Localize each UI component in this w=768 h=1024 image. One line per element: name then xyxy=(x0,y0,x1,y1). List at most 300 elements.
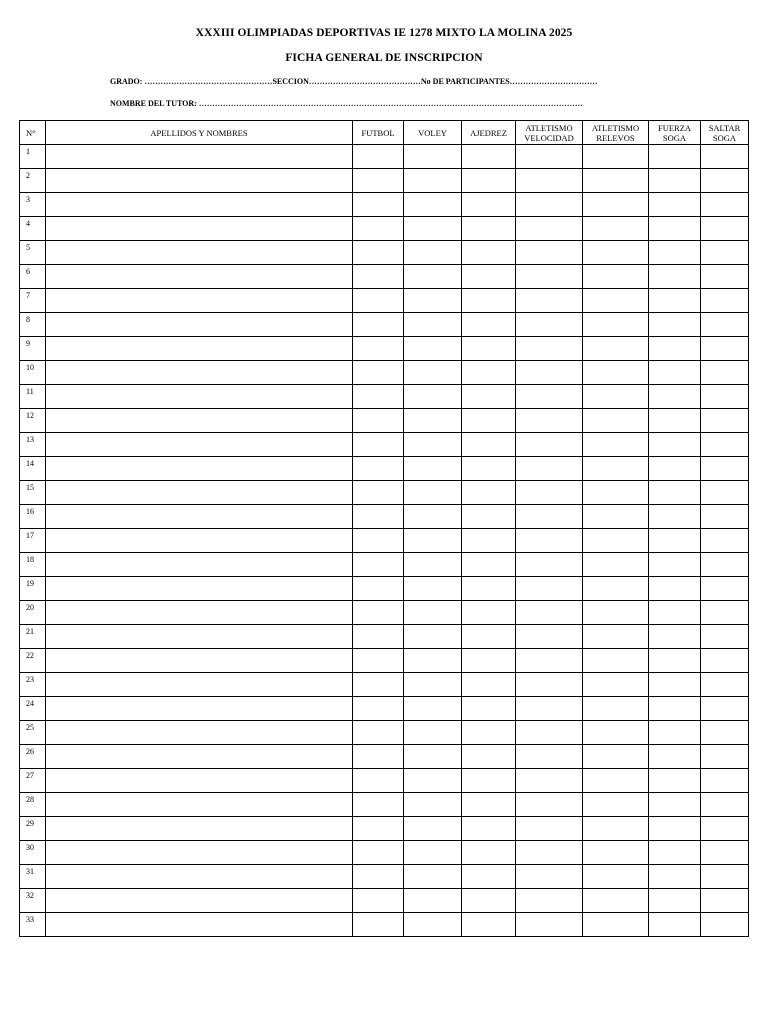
cell-futbol xyxy=(353,433,404,457)
cell-futbol xyxy=(353,553,404,577)
cell-futbol xyxy=(353,193,404,217)
row-number: 15 xyxy=(20,481,46,505)
cell-ajedrez xyxy=(462,601,516,625)
header-atletismo-relevos xyxy=(583,121,649,145)
header-ajedrez: AJEDREZ xyxy=(462,121,516,145)
row-number: 32 xyxy=(20,889,46,913)
table-row xyxy=(20,841,749,865)
cell-saltar-soga xyxy=(701,433,749,457)
table-row xyxy=(20,721,749,745)
cell-fuerza-soga xyxy=(649,793,701,817)
cell-ajedrez xyxy=(462,481,516,505)
cell-atletismo-relevos xyxy=(583,505,649,529)
row-number: 9 xyxy=(20,337,46,361)
cell-names xyxy=(46,145,353,169)
table-row xyxy=(20,649,749,673)
row-number: 23 xyxy=(20,673,46,697)
cell-atletismo-relevos xyxy=(583,577,649,601)
cell-atletismo-relevos xyxy=(583,289,649,313)
row-number: 8 xyxy=(20,313,46,337)
header-fuerza-soga-line2: SOGA xyxy=(662,132,687,143)
cell-names xyxy=(46,265,353,289)
cell-names xyxy=(46,529,353,553)
cell-ajedrez xyxy=(462,313,516,337)
table-row xyxy=(20,673,749,697)
cell-atletismo-relevos xyxy=(583,481,649,505)
cell-fuerza-soga xyxy=(649,145,701,169)
table-row xyxy=(20,889,749,913)
cell-names xyxy=(46,913,353,937)
row-number: 24 xyxy=(20,697,46,721)
cell-atletismo-velocidad xyxy=(516,289,583,313)
cell-voley xyxy=(404,289,462,313)
cell-futbol xyxy=(353,865,404,889)
cell-ajedrez xyxy=(462,505,516,529)
table-row xyxy=(20,769,749,793)
cell-voley xyxy=(404,433,462,457)
table-row xyxy=(20,817,749,841)
cell-saltar-soga xyxy=(701,289,749,313)
table-row xyxy=(20,601,749,625)
cell-names xyxy=(46,841,353,865)
table-row xyxy=(20,169,749,193)
cell-voley xyxy=(404,505,462,529)
cell-futbol xyxy=(353,337,404,361)
header-fuerza-soga xyxy=(649,121,701,145)
cell-ajedrez xyxy=(462,145,516,169)
cell-atletismo-relevos xyxy=(583,169,649,193)
cell-fuerza-soga xyxy=(649,457,701,481)
cell-names xyxy=(46,793,353,817)
cell-names xyxy=(46,697,353,721)
cell-ajedrez xyxy=(462,409,516,433)
cell-futbol xyxy=(353,241,404,265)
cell-fuerza-soga xyxy=(649,289,701,313)
cell-fuerza-soga xyxy=(649,241,701,265)
row-number: 2 xyxy=(20,169,46,193)
cell-atletismo-relevos xyxy=(583,697,649,721)
cell-ajedrez xyxy=(462,889,516,913)
cell-futbol xyxy=(353,361,404,385)
cell-saltar-soga xyxy=(701,169,749,193)
cell-ajedrez xyxy=(462,361,516,385)
cell-fuerza-soga xyxy=(649,337,701,361)
cell-ajedrez xyxy=(462,553,516,577)
cell-atletismo-relevos xyxy=(583,529,649,553)
cell-futbol xyxy=(353,289,404,313)
cell-saltar-soga xyxy=(701,145,749,169)
cell-futbol xyxy=(353,817,404,841)
cell-ajedrez xyxy=(462,625,516,649)
cell-ajedrez xyxy=(462,673,516,697)
cell-futbol xyxy=(353,577,404,601)
table-row xyxy=(20,193,749,217)
cell-saltar-soga xyxy=(701,553,749,577)
table-row xyxy=(20,745,749,769)
cell-atletismo-relevos xyxy=(583,265,649,289)
cell-names xyxy=(46,649,353,673)
row-number: 13 xyxy=(20,433,46,457)
cell-ajedrez xyxy=(462,217,516,241)
row-number: 27 xyxy=(20,769,46,793)
cell-fuerza-soga xyxy=(649,577,701,601)
cell-fuerza-soga xyxy=(649,745,701,769)
cell-atletismo-velocidad xyxy=(516,745,583,769)
cell-atletismo-velocidad xyxy=(516,865,583,889)
cell-ajedrez xyxy=(462,649,516,673)
cell-ajedrez xyxy=(462,433,516,457)
cell-voley xyxy=(404,649,462,673)
cell-fuerza-soga xyxy=(649,433,701,457)
cell-atletismo-relevos xyxy=(583,361,649,385)
cell-names xyxy=(46,745,353,769)
cell-names xyxy=(46,169,353,193)
header-atletismo-relevos-line1: ATLETISMO xyxy=(591,122,640,133)
cell-voley xyxy=(404,481,462,505)
cell-saltar-soga xyxy=(701,769,749,793)
cell-ajedrez xyxy=(462,697,516,721)
cell-ajedrez xyxy=(462,337,516,361)
cell-voley xyxy=(404,361,462,385)
cell-names xyxy=(46,409,353,433)
cell-names xyxy=(46,481,353,505)
cell-atletismo-velocidad xyxy=(516,601,583,625)
cell-atletismo-velocidad xyxy=(516,505,583,529)
cell-futbol xyxy=(353,721,404,745)
row-number: 7 xyxy=(20,289,46,313)
cell-ajedrez xyxy=(462,529,516,553)
cell-atletismo-relevos xyxy=(583,217,649,241)
cell-saltar-soga xyxy=(701,481,749,505)
cell-fuerza-soga xyxy=(649,865,701,889)
cell-atletismo-relevos xyxy=(583,625,649,649)
cell-saltar-soga xyxy=(701,817,749,841)
cell-fuerza-soga xyxy=(649,505,701,529)
cell-ajedrez xyxy=(462,193,516,217)
table-row xyxy=(20,577,749,601)
header-atletismo-relevos-line2: RELEVOS xyxy=(596,132,635,143)
header-atletismo-velocidad xyxy=(516,121,583,145)
cell-fuerza-soga xyxy=(649,601,701,625)
cell-names xyxy=(46,769,353,793)
registration-table xyxy=(19,120,749,937)
cell-atletismo-relevos xyxy=(583,721,649,745)
table-row xyxy=(20,409,749,433)
cell-ajedrez xyxy=(462,841,516,865)
cell-names xyxy=(46,721,353,745)
cell-atletismo-velocidad xyxy=(516,385,583,409)
cell-saltar-soga xyxy=(701,841,749,865)
cell-atletismo-velocidad xyxy=(516,265,583,289)
grado-seccion-line: GRADO: …………………………………………SECCION……………………………………No DE PARTICIPANTES…………………………… xyxy=(110,77,598,86)
cell-atletismo-velocidad xyxy=(516,241,583,265)
cell-atletismo-velocidad xyxy=(516,337,583,361)
row-number: 31 xyxy=(20,865,46,889)
table-row xyxy=(20,865,749,889)
row-number: 6 xyxy=(20,265,46,289)
cell-voley xyxy=(404,217,462,241)
cell-voley xyxy=(404,145,462,169)
cell-voley xyxy=(404,889,462,913)
table-row xyxy=(20,289,749,313)
cell-atletismo-relevos xyxy=(583,913,649,937)
header-saltar-soga-line2: SOGA xyxy=(712,132,737,143)
cell-voley xyxy=(404,865,462,889)
cell-voley xyxy=(404,625,462,649)
table-row xyxy=(20,217,749,241)
cell-atletismo-velocidad xyxy=(516,793,583,817)
cell-names xyxy=(46,289,353,313)
cell-atletismo-velocidad xyxy=(516,553,583,577)
cell-futbol xyxy=(353,673,404,697)
cell-names xyxy=(46,577,353,601)
table-row xyxy=(20,625,749,649)
cell-voley xyxy=(404,697,462,721)
cell-atletismo-velocidad xyxy=(516,361,583,385)
cell-saltar-soga xyxy=(701,865,749,889)
cell-saltar-soga xyxy=(701,361,749,385)
cell-ajedrez xyxy=(462,385,516,409)
cell-ajedrez xyxy=(462,865,516,889)
table-row xyxy=(20,529,749,553)
cell-atletismo-velocidad xyxy=(516,913,583,937)
document-title: XXXIII OLIMPIADAS DEPORTIVAS IE 1278 MIXTO LA MOLINA 2025 xyxy=(195,27,573,39)
cell-atletismo-relevos xyxy=(583,865,649,889)
cell-atletismo-velocidad xyxy=(516,625,583,649)
cell-fuerza-soga xyxy=(649,409,701,433)
cell-voley xyxy=(404,577,462,601)
cell-ajedrez xyxy=(462,817,516,841)
cell-atletismo-relevos xyxy=(583,745,649,769)
table-row xyxy=(20,145,749,169)
cell-names xyxy=(46,889,353,913)
header-saltar-soga-line1: SALTAR xyxy=(708,122,741,133)
cell-futbol xyxy=(353,457,404,481)
cell-names xyxy=(46,817,353,841)
cell-ajedrez xyxy=(462,577,516,601)
cell-atletismo-relevos xyxy=(583,817,649,841)
cell-saltar-soga xyxy=(701,313,749,337)
cell-saltar-soga xyxy=(701,385,749,409)
cell-ajedrez xyxy=(462,721,516,745)
table-row xyxy=(20,457,749,481)
cell-fuerza-soga xyxy=(649,313,701,337)
row-number: 25 xyxy=(20,721,46,745)
cell-atletismo-velocidad xyxy=(516,721,583,745)
header-atletismo-velocidad-line2: VELOCIDAD xyxy=(524,132,574,143)
cell-fuerza-soga xyxy=(649,841,701,865)
table-row xyxy=(20,793,749,817)
cell-voley xyxy=(404,913,462,937)
cell-fuerza-soga xyxy=(649,217,701,241)
cell-saltar-soga xyxy=(701,505,749,529)
cell-saltar-soga xyxy=(701,673,749,697)
header-num: N° xyxy=(20,121,46,145)
cell-saltar-soga xyxy=(701,337,749,361)
table-row xyxy=(20,505,749,529)
cell-voley xyxy=(404,769,462,793)
cell-atletismo-velocidad xyxy=(516,169,583,193)
row-number: 21 xyxy=(20,625,46,649)
row-number: 22 xyxy=(20,649,46,673)
cell-futbol xyxy=(353,601,404,625)
cell-names xyxy=(46,553,353,577)
row-number: 20 xyxy=(20,601,46,625)
cell-futbol xyxy=(353,217,404,241)
row-number: 10 xyxy=(20,361,46,385)
cell-ajedrez xyxy=(462,241,516,265)
row-number: 28 xyxy=(20,793,46,817)
row-number: 18 xyxy=(20,553,46,577)
cell-voley xyxy=(404,265,462,289)
cell-ajedrez xyxy=(462,169,516,193)
header-voley: VOLEY xyxy=(404,121,462,145)
cell-fuerza-soga xyxy=(649,913,701,937)
cell-futbol xyxy=(353,529,404,553)
cell-atletismo-relevos xyxy=(583,673,649,697)
cell-saltar-soga xyxy=(701,241,749,265)
tutor-line: NOMBRE DEL TUTOR: ……………………………………………………………………………………………………………………………… xyxy=(110,99,583,108)
cell-saltar-soga xyxy=(701,529,749,553)
row-number: 5 xyxy=(20,241,46,265)
table-row xyxy=(20,385,749,409)
cell-names xyxy=(46,193,353,217)
cell-saltar-soga xyxy=(701,265,749,289)
cell-voley xyxy=(404,529,462,553)
row-number: 1 xyxy=(20,145,46,169)
cell-futbol xyxy=(353,793,404,817)
cell-futbol xyxy=(353,697,404,721)
cell-voley xyxy=(404,169,462,193)
cell-futbol xyxy=(353,649,404,673)
document-subtitle: FICHA GENERAL DE INSCRIPCION xyxy=(285,52,483,64)
cell-atletismo-velocidad xyxy=(516,529,583,553)
cell-saltar-soga xyxy=(701,409,749,433)
cell-atletismo-velocidad xyxy=(516,457,583,481)
cell-atletismo-velocidad xyxy=(516,481,583,505)
cell-ajedrez xyxy=(462,289,516,313)
table-row xyxy=(20,361,749,385)
cell-atletismo-velocidad xyxy=(516,193,583,217)
cell-names xyxy=(46,313,353,337)
table-row xyxy=(20,553,749,577)
cell-fuerza-soga xyxy=(649,649,701,673)
row-number: 16 xyxy=(20,505,46,529)
cell-futbol xyxy=(353,265,404,289)
cell-saltar-soga xyxy=(701,193,749,217)
cell-futbol xyxy=(353,841,404,865)
cell-atletismo-velocidad xyxy=(516,409,583,433)
table-row xyxy=(20,313,749,337)
table-row xyxy=(20,913,749,937)
cell-futbol xyxy=(353,481,404,505)
cell-fuerza-soga xyxy=(649,361,701,385)
cell-saltar-soga xyxy=(701,577,749,601)
cell-names xyxy=(46,337,353,361)
cell-futbol xyxy=(353,169,404,193)
cell-futbol xyxy=(353,625,404,649)
cell-fuerza-soga xyxy=(649,529,701,553)
cell-atletismo-relevos xyxy=(583,241,649,265)
cell-names xyxy=(46,217,353,241)
cell-voley xyxy=(404,241,462,265)
cell-names xyxy=(46,673,353,697)
cell-atletismo-relevos xyxy=(583,409,649,433)
cell-saltar-soga xyxy=(701,457,749,481)
cell-voley xyxy=(404,601,462,625)
header-futbol: FUTBOL xyxy=(353,121,404,145)
cell-atletismo-relevos xyxy=(583,769,649,793)
cell-voley xyxy=(404,553,462,577)
cell-ajedrez xyxy=(462,769,516,793)
cell-futbol xyxy=(353,145,404,169)
cell-atletismo-relevos xyxy=(583,193,649,217)
cell-futbol xyxy=(353,385,404,409)
cell-fuerza-soga xyxy=(649,193,701,217)
cell-atletismo-relevos xyxy=(583,385,649,409)
table-row xyxy=(20,241,749,265)
cell-atletismo-relevos xyxy=(583,433,649,457)
header-atletismo-velocidad-line1: ATLETISMO xyxy=(525,122,573,133)
cell-names xyxy=(46,433,353,457)
row-number: 14 xyxy=(20,457,46,481)
cell-saltar-soga xyxy=(701,649,749,673)
cell-atletismo-relevos xyxy=(583,601,649,625)
cell-voley xyxy=(404,337,462,361)
cell-atletismo-relevos xyxy=(583,841,649,865)
cell-futbol xyxy=(353,745,404,769)
row-number: 26 xyxy=(20,745,46,769)
cell-atletismo-velocidad xyxy=(516,433,583,457)
cell-voley xyxy=(404,817,462,841)
cell-atletismo-relevos xyxy=(583,889,649,913)
cell-voley xyxy=(404,385,462,409)
cell-atletismo-relevos xyxy=(583,313,649,337)
cell-fuerza-soga xyxy=(649,385,701,409)
cell-fuerza-soga xyxy=(649,265,701,289)
table-row xyxy=(20,697,749,721)
cell-atletismo-relevos xyxy=(583,457,649,481)
cell-ajedrez xyxy=(462,793,516,817)
cell-ajedrez xyxy=(462,745,516,769)
cell-futbol xyxy=(353,889,404,913)
cell-ajedrez xyxy=(462,457,516,481)
cell-atletismo-relevos xyxy=(583,649,649,673)
row-number: 11 xyxy=(20,385,46,409)
cell-voley xyxy=(404,457,462,481)
cell-atletismo-velocidad xyxy=(516,697,583,721)
cell-fuerza-soga xyxy=(649,169,701,193)
cell-atletismo-velocidad xyxy=(516,889,583,913)
cell-saltar-soga xyxy=(701,745,749,769)
row-number: 4 xyxy=(20,217,46,241)
cell-atletismo-velocidad xyxy=(516,145,583,169)
cell-fuerza-soga xyxy=(649,721,701,745)
cell-names xyxy=(46,361,353,385)
cell-voley xyxy=(404,193,462,217)
table-row xyxy=(20,265,749,289)
header-saltar-soga xyxy=(701,121,749,145)
cell-futbol xyxy=(353,505,404,529)
cell-saltar-soga xyxy=(701,721,749,745)
cell-fuerza-soga xyxy=(649,481,701,505)
cell-voley xyxy=(404,721,462,745)
header-names: APELLIDOS Y NOMBRES xyxy=(46,121,353,145)
cell-futbol xyxy=(353,769,404,793)
cell-atletismo-velocidad xyxy=(516,841,583,865)
cell-names xyxy=(46,625,353,649)
cell-names xyxy=(46,241,353,265)
